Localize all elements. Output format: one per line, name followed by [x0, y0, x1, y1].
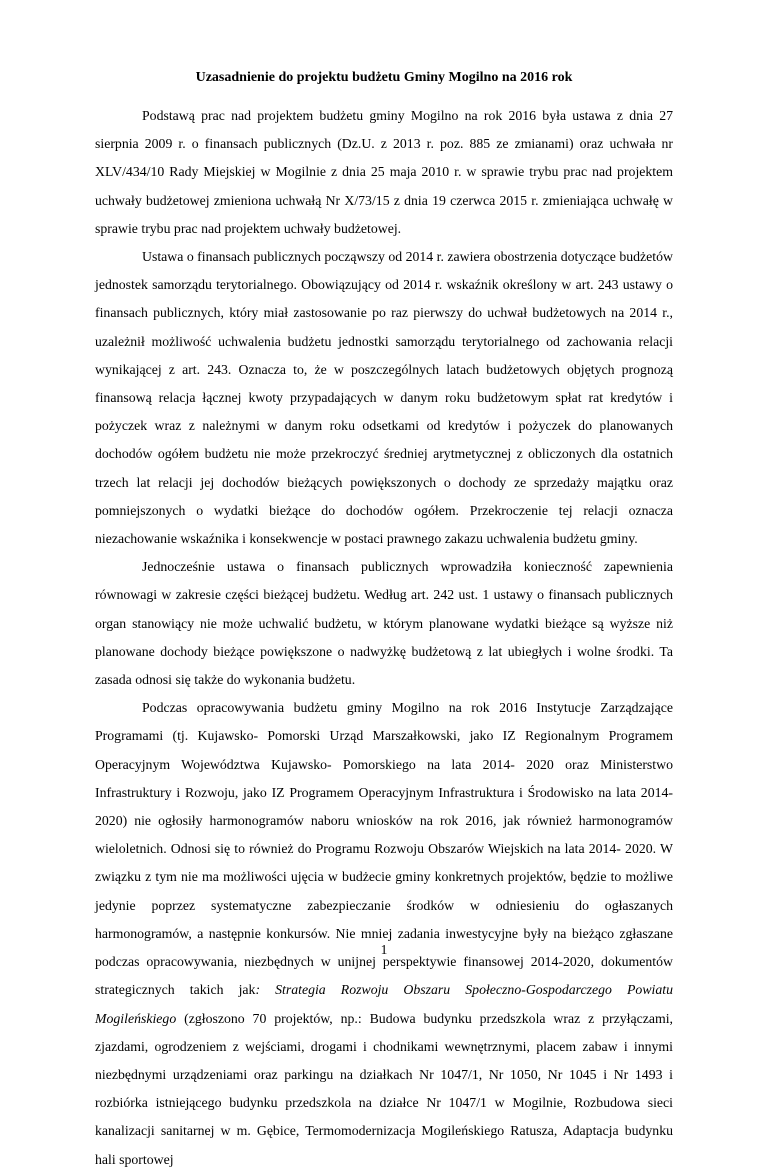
- paragraph-eu-programs-text-start: Podczas opracowywania budżetu gminy Mogilno na rok 2016 Instytucje Zarządzające Programami (tj. Kujawsko- Pomorski Urząd Marszałkowski, jako IZ Regionalnym Programem Operacyjnym Województwa Kujawsko- Pomorskiego na lata 2014- 2020 oraz Ministerstwo Infrastruktury i Rozwoju, jako IZ Programem Operacyjnym Infrastruktura i Środowisko na lata 2014- 2020) nie ogłosiły harmonogramów naboru wniosków na rok 2016, jak również harmonogramów wieloletnich. Odnosi się to również do Programu Rozwoju Obszarów Wiejskich na lata 2014- 2020. W związku z tym nie ma możliwości ujęcia w budżecie gminy konkretnych projektów, będzie to możliwe jedynie poprzez systematyczne zabezpieczanie środków w odniesieniu do ogłaszanych harmonogramów, a następnie konkursów. Nie mniej zadania inwestycyjne były na bieżąco zgłaszane podczas opracowywania, niezbędnych w unijnej perspektywie finansowej 2014-2020, dokumentów strategicznych takich jak: [95, 700, 673, 998]
- strategy-title: : Strategia Rozwoju Obszaru Społeczno-Gospodarczego Powiatu Mogileńskiego: [95, 982, 673, 1026]
- paragraph-eu-programs: [95, 694, 673, 1173]
- paragraph-legal-basis: Podstawą prac nad projektem budżetu gminy Mogilno na rok 2016 była ustawa z dnia 27 sierpnia 2009 r. o finansach publicznych (Dz.U. z 2013 r. poz. 885 ze zmianami) oraz uchwała nr XLV/434/10 Rady Miejskiej w Mogilnie z dnia 25 maja 2010 r. w sprawie trybu prac nad projektem uchwały budżetowej zmieniona uchwałą Nr X/73/15 z dnia 19 czerwca 2015 r. zmieniająca uchwałę w sprawie trybu prac nad projektem uchwały budżetowej.: [95, 108, 673, 236]
- document-title: Uzasadnienie do projektu budżetu Gminy Mogilno na 2016 rok: [195, 70, 573, 85]
- paragraph-eu-programs-text-end: (zgłoszono 70 projektów, np.: Budowa budynku przedszkola wraz z przyłączami, zjazdami, ogrodzeniem z wejściami, drogami i chodnikami wewnętrznymi, placem zabaw i innymi niezbędnymi urządzeniami oraz parkingu na działkach Nr 1047/1, Nr 1050, Nr 1045 i Nr 1493 i rozbiórka istniejącego budynku przedszkola na działce Nr 1047/1 w Mogilnie, Rozbudowa sieci kanalizacji sanitarnej w m. Gębice, Termomodernizacja Mogileńskiego Ratusza, Adaptacja budynku hali sportowej: [95, 1010, 673, 1167]
- page-number: 1: [380, 942, 388, 957]
- paragraph-current-balance: Jednocześnie ustawa o finansach publicznych wprowadziła konieczność zapewnienia równowagi w zakresie części bieżącej budżetu. Według art. 242 ust. 1 ustawy o finansach publicznych organ stanowiący nie może uchwalić budżetu, w którym planowane wydatki bieżące są wyższe niż planowane dochody bieżące powiększone o nadwyżkę budżetową z lat ubiegłych i wolne środki. Ta zasada odnosi się także do wykonania budżetu.: [95, 559, 673, 688]
- paragraph-debt-indicator: Ustawa o finansach publicznych począwszy od 2014 r. zawiera obostrzenia dotyczące budżetów jednostek samorządu terytorialnego. Obowiązujący od 2014 r. wskaźnik określony w art. 243 ustawy o finansach publicznych, który miał zastosowanie po raz pierwszy do uchwał budżetowych na 2014 r., uzależnił możliwość uchwalenia budżetu jednostki samorządu terytorialnego od zachowania relacji wynikającej z art. 243. Oznacza to, że w poszczególnych latach budżetowych objętych prognozą finansową relacja łącznej kwoty przypadających w danym roku budżetowym spłat rat kredytów i pożyczek wraz z należnymi w danym roku odsetkami od kredytów i pożyczek do planowanych dochodów ogółem budżetu nie może przekroczyć średniej arytmetycznej z obliczonych dla ostatnich trzech lat relacji jej dochodów bieżących powiększonych o dochody ze sprzedaży majątku oraz pomniejszonych o wydatki bieżące do dochodów ogółem. Przekroczenie tej relacji oznacza niezachowanie wskaźnika i konsekwencje w postaci prawnego zakazu uchwalenia budżetu gminy.: [95, 249, 673, 547]
